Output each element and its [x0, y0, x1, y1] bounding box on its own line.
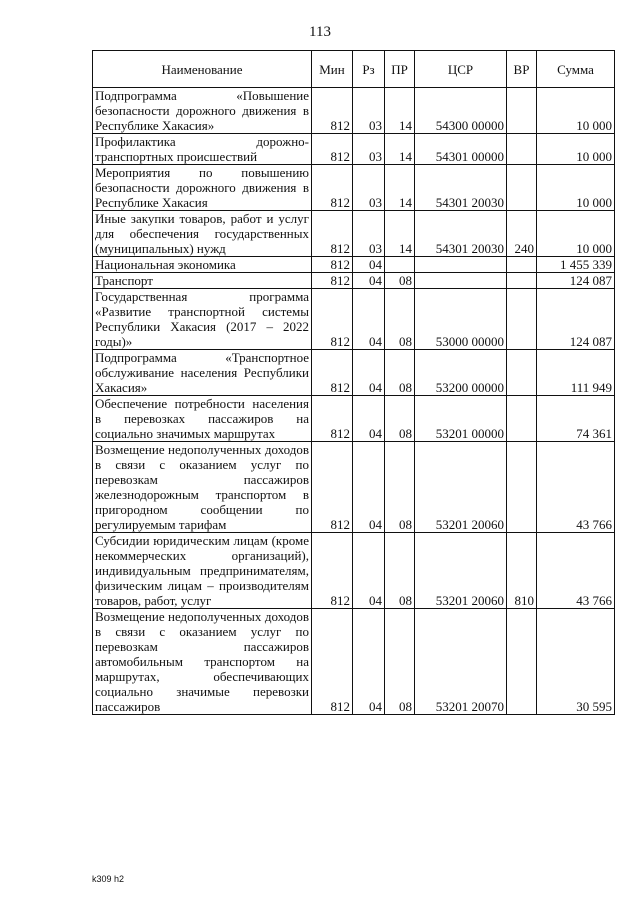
cell-pr: 08 — [385, 609, 415, 715]
cell-pr: 14 — [385, 211, 415, 257]
header-csr: ЦСР — [415, 51, 507, 88]
cell-min: 812 — [312, 88, 353, 134]
cell-sum: 111 949 — [537, 350, 615, 396]
cell-vr — [507, 257, 537, 273]
cell-name: Возмещение недополученных доходов в связи с оказанием услуг по перевозкам пассажиров железнодорожным транспортом в пригородном сообщении по регулируемым тарифам — [93, 442, 312, 533]
cell-rz: 03 — [353, 134, 385, 165]
footer-code: k309 h2 — [92, 874, 125, 884]
table-row — [93, 289, 615, 350]
cell-sum: 124 087 — [537, 273, 615, 289]
cell-csr: 54300 00000 — [415, 88, 507, 134]
cell-csr — [415, 257, 507, 273]
cell-min: 812 — [312, 211, 353, 257]
cell-min: 812 — [312, 350, 353, 396]
cell-name: Иные закупки товаров, работ и услуг для обеспечения государственных (муниципальных) нужд — [93, 211, 312, 257]
cell-sum: 10 000 — [537, 165, 615, 211]
cell-rz: 03 — [353, 165, 385, 211]
cell-sum: 30 595 — [537, 609, 615, 715]
cell-rz: 04 — [353, 257, 385, 273]
cell-rz: 03 — [353, 88, 385, 134]
cell-min: 812 — [312, 289, 353, 350]
cell-sum: 74 361 — [537, 396, 615, 442]
cell-sum: 10 000 — [537, 211, 615, 257]
cell-min: 812 — [312, 609, 353, 715]
cell-csr: 53200 00000 — [415, 350, 507, 396]
cell-pr: 14 — [385, 88, 415, 134]
cell-pr: 08 — [385, 533, 415, 609]
cell-csr — [415, 273, 507, 289]
cell-min: 812 — [312, 442, 353, 533]
cell-csr: 54301 00000 — [415, 134, 507, 165]
cell-csr: 53201 00000 — [415, 396, 507, 442]
cell-pr: 08 — [385, 396, 415, 442]
cell-vr — [507, 165, 537, 211]
cell-sum: 1 455 339 — [537, 257, 615, 273]
table-row — [93, 165, 615, 211]
cell-csr: 53201 20070 — [415, 609, 507, 715]
cell-name: Подпрограмма «Транспортное обслуживание населения Республики Хакасия» — [93, 350, 312, 396]
cell-pr: 14 — [385, 165, 415, 211]
cell-vr — [507, 289, 537, 350]
cell-sum: 10 000 — [537, 88, 615, 134]
cell-vr — [507, 396, 537, 442]
cell-vr — [507, 273, 537, 289]
cell-rz: 04 — [353, 396, 385, 442]
table-row — [93, 273, 615, 289]
cell-name: Подпрограмма «Повышение безопасности дорожного движения в Республике Хакасия» — [93, 88, 312, 134]
table-row — [93, 88, 615, 134]
cell-min: 812 — [312, 257, 353, 273]
cell-csr: 53201 20060 — [415, 442, 507, 533]
cell-min: 812 — [312, 396, 353, 442]
cell-pr: 14 — [385, 134, 415, 165]
cell-sum: 124 087 — [537, 289, 615, 350]
table-row — [93, 396, 615, 442]
cell-pr: 08 — [385, 273, 415, 289]
cell-csr: 54301 20030 — [415, 211, 507, 257]
header-name: Наименование — [93, 51, 312, 88]
cell-pr — [385, 257, 415, 273]
cell-vr: 240 — [507, 211, 537, 257]
table-header-row — [93, 51, 615, 88]
cell-csr: 54301 20030 — [415, 165, 507, 211]
cell-pr: 08 — [385, 289, 415, 350]
cell-name: Субсидии юридическим лицам (кроме некоммерческих организаций), индивидуальным предпринимателям, физическим лицам – производителям товаров, работ, услуг — [93, 533, 312, 609]
table-row — [93, 350, 615, 396]
cell-name: Возмещение недополученных доходов в связи с оказанием услуг по перевозкам пассажиров автомобильным транспортом на маршрутах, обеспечивающих социально значимые перевозки пассажиров — [93, 609, 312, 715]
cell-csr: 53201 20060 — [415, 533, 507, 609]
header-min: Мин — [312, 51, 353, 88]
header-rz: Рз — [353, 51, 385, 88]
table-row — [93, 442, 615, 533]
cell-pr: 08 — [385, 350, 415, 396]
cell-rz: 04 — [353, 533, 385, 609]
table-row — [93, 609, 615, 715]
cell-csr: 53000 00000 — [415, 289, 507, 350]
table-row — [93, 211, 615, 257]
cell-min: 812 — [312, 533, 353, 609]
header-sum: Сумма — [537, 51, 615, 88]
page-number: 113 — [309, 24, 331, 40]
cell-name: Транспорт — [93, 273, 312, 289]
table-row — [93, 257, 615, 273]
cell-vr — [507, 88, 537, 134]
cell-min: 812 — [312, 273, 353, 289]
cell-rz: 03 — [353, 211, 385, 257]
cell-vr — [507, 609, 537, 715]
cell-rz: 04 — [353, 273, 385, 289]
cell-name: Мероприятия по повышению безопасности дорожного движения в Республике Хакасия — [93, 165, 312, 211]
cell-sum: 43 766 — [537, 442, 615, 533]
cell-name: Профилактика дорожно-транспортных происшествий — [93, 134, 312, 165]
table-row — [93, 134, 615, 165]
cell-pr: 08 — [385, 442, 415, 533]
cell-rz: 04 — [353, 609, 385, 715]
header-pr: ПР — [385, 51, 415, 88]
budget-table — [92, 50, 615, 715]
cell-vr — [507, 350, 537, 396]
cell-rz: 04 — [353, 289, 385, 350]
cell-vr — [507, 442, 537, 533]
cell-sum: 10 000 — [537, 134, 615, 165]
cell-min: 812 — [312, 165, 353, 211]
cell-name: Национальная экономика — [93, 257, 312, 273]
cell-name: Обеспечение потребности населения в перевозках пассажиров на социально значимых маршрутах — [93, 396, 312, 442]
cell-rz: 04 — [353, 442, 385, 533]
table-row — [93, 533, 615, 609]
cell-min: 812 — [312, 134, 353, 165]
header-vr: ВР — [507, 51, 537, 88]
cell-vr: 810 — [507, 533, 537, 609]
cell-vr — [507, 134, 537, 165]
cell-rz: 04 — [353, 350, 385, 396]
cell-sum: 43 766 — [537, 533, 615, 609]
cell-name: Государственная программа «Развитие транспортной системы Республики Хакасия (2017 – 2022 годы)» — [93, 289, 312, 350]
